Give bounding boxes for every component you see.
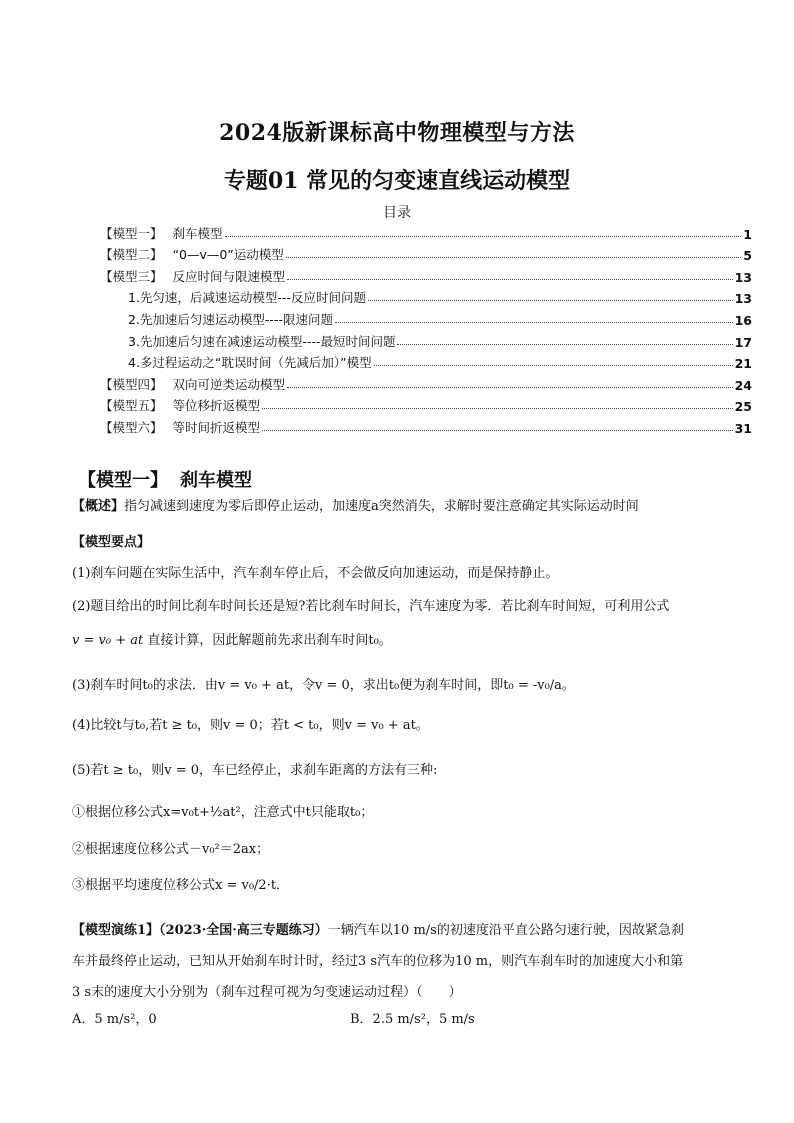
overview-paragraph xyxy=(72,497,742,517)
toc-entry[interactable] xyxy=(100,306,752,328)
toc-entry-page: 16 xyxy=(734,312,752,328)
exercise-tag: 【模型演练1】 xyxy=(72,923,160,938)
section-tag: 【模型一】 xyxy=(78,470,168,491)
overview-tag: 【概述】 xyxy=(72,499,125,514)
exercise-1 xyxy=(72,915,742,1008)
toc-entry-text: 等位移折返模型 xyxy=(172,398,261,414)
point-4: (4)比较t与t₀,若t ≥ t₀，则v = 0；若t < t₀，则v = v₀ + at。 xyxy=(72,718,429,733)
method-3: ③根据平均速度位移公式x = v₀/2·t． xyxy=(72,878,290,893)
overview-text: 指匀减速到速度为零后即停止运动，加速度a突然消失，求解时要注意确定其实际运动时间 xyxy=(124,499,639,514)
toc-entry-label xyxy=(128,310,333,328)
toc-entry-page: 1 xyxy=(743,226,752,242)
toc-heading: 目录 xyxy=(383,205,411,221)
point-5: (5)若t ≥ t₀，则v = 0，车已经停止，求刹车距离的方法有三种: xyxy=(72,763,438,778)
toc-entry-tag: 【模型二】 xyxy=(100,247,163,263)
point-1: (1)刹车问题在实际生活中，汽车刹车停止后，不会做反向加速运动，而是保持静止。 xyxy=(72,566,559,581)
toc-entry-tag: 【模型五】 xyxy=(100,398,163,414)
toc-leader-dots xyxy=(287,279,733,280)
toc-entry-text: 3.先加速后匀速在减速运动模型----最短时间问题 xyxy=(128,333,396,349)
toc-entry[interactable] xyxy=(100,220,752,242)
toc-entry-text: 2.先加速后匀速运动模型----限速问题 xyxy=(128,311,333,327)
option-b[interactable]: B．2.5 m/s²，5 m/s xyxy=(350,1012,475,1027)
toc-entry-page: 24 xyxy=(734,377,752,393)
method-2: ②根据速度位移公式－v₀²＝2ax； xyxy=(72,842,270,857)
section-heading xyxy=(78,466,252,492)
toc-entry-page: 13 xyxy=(734,269,752,285)
toc-entry-label xyxy=(128,288,366,306)
method-1: ①根据位移公式x=v₀t+½at²，注意式中t只能取t₀； xyxy=(72,805,374,820)
toc-entry-label xyxy=(128,353,372,371)
table-of-contents xyxy=(100,220,752,436)
toc-entry[interactable] xyxy=(100,242,752,264)
toc-leader-dots xyxy=(287,387,733,388)
toc-entry-page: 13 xyxy=(734,291,752,307)
exercise-line-2: 车并最终停止运动，已知从开始刹车时计时，经过3 s汽车的位移为10 m，则汽车刹车时的加速度大小和第 xyxy=(72,954,684,969)
toc-entry[interactable] xyxy=(100,393,752,415)
toc-entry-text: 1.先匀速，后减速运动模型---反应时间问题 xyxy=(128,290,366,306)
toc-leader-dots xyxy=(397,344,732,345)
toc-entry-page: 25 xyxy=(734,399,752,415)
toc-leader-dots xyxy=(262,408,733,409)
toc-leader-dots xyxy=(225,236,742,237)
toc-entry-text: 双向可逆类运动模型 xyxy=(172,376,286,392)
toc-entry-text: 等时间折返模型 xyxy=(172,419,261,435)
toc-entry[interactable] xyxy=(100,328,752,350)
toc-entry[interactable] xyxy=(100,285,752,307)
toc-entry[interactable] xyxy=(100,350,752,372)
toc-entry[interactable] xyxy=(100,414,752,436)
toc-entry-label xyxy=(128,332,395,350)
toc-entry-label xyxy=(100,224,223,242)
toc-entry-page: 5 xyxy=(743,248,752,264)
point-3: (3)刹车时间t₀的求法．由v = v₀ + at，令v = 0，求出t₀便为刹车时间，即t₀ = -v₀/a。 xyxy=(72,678,575,693)
toc-entry-label xyxy=(100,418,260,436)
toc-entry-tag: 【模型四】 xyxy=(100,376,163,392)
points-heading: 【模型要点】 xyxy=(72,535,151,550)
point-2: (2)题目给出的时间比刹车时间长还是短?若比刹车时间长，汽车速度为零．若比刹车时间短，可利用公式 xyxy=(72,599,670,614)
exercise-line-1: 一辆汽车以10 m/s的初速度沿平直公路匀速行驶，因故紧急刹 xyxy=(327,923,684,938)
toc-leader-dots xyxy=(262,430,733,431)
toc-entry-page: 31 xyxy=(734,420,752,436)
toc-entry-text: “0—v—0”运动模型 xyxy=(172,247,284,263)
exercise-options xyxy=(72,1010,742,1030)
document-title: 2024版新课标高中物理模型与方法 xyxy=(219,120,575,146)
toc-entry[interactable] xyxy=(100,371,752,393)
point-2-tail: 直接计算，因此解题前先求出刹车时间t₀。 xyxy=(147,633,392,648)
section-name: 刹车模型 xyxy=(180,470,252,491)
toc-leader-dots xyxy=(335,322,733,323)
toc-entry-tag: 【模型一】 xyxy=(100,225,163,241)
toc-entry-page: 21 xyxy=(734,356,752,372)
toc-entry-label xyxy=(100,375,285,393)
toc-leader-dots xyxy=(374,365,733,366)
toc-entry-label xyxy=(100,396,260,414)
formula-velocity: v = v₀ + at xyxy=(72,633,144,648)
toc-leader-dots xyxy=(368,300,733,301)
toc-entry-tag: 【模型三】 xyxy=(100,268,163,284)
toc-entry-page: 17 xyxy=(734,334,752,350)
toc-entry[interactable] xyxy=(100,263,752,285)
document-subtitle: 专题01 常见的匀变速直线运动模型 xyxy=(223,168,571,194)
exercise-source: （2023·全国·高三专题练习） xyxy=(159,923,328,938)
toc-entry-label xyxy=(100,267,285,285)
toc-entry-text: 4.多过程运动之“耽误时间（先减后加）”模型 xyxy=(128,355,372,371)
toc-leader-dots xyxy=(286,257,742,258)
toc-entry-text: 刹车模型 xyxy=(172,225,223,241)
point-2-continued xyxy=(72,631,742,651)
toc-entry-label xyxy=(100,245,284,263)
toc-entry-text: 反应时间与限速模型 xyxy=(172,268,286,284)
toc-entry-tag: 【模型六】 xyxy=(100,419,163,435)
exercise-line-3: 3 s末的速度大小分别为（刹车过程可视为匀变速运动过程）（ ） xyxy=(72,985,462,1000)
option-a[interactable]: A．5 m/s²，0 xyxy=(72,1012,157,1027)
